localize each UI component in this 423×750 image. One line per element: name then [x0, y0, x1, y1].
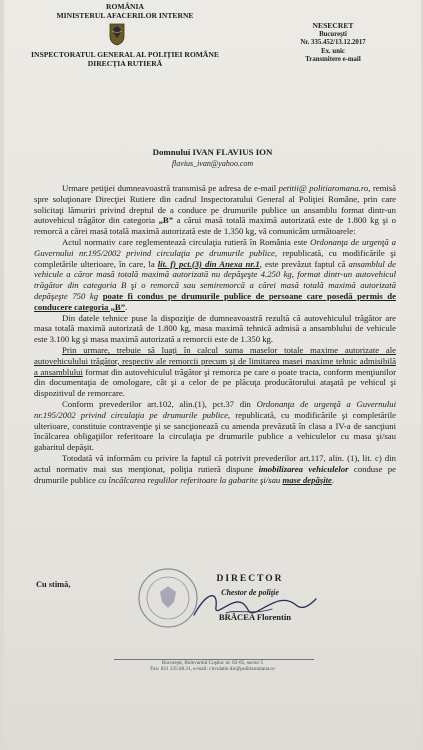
- p2-text-a: Actul normativ care reglementează circulaţia rutieră în România este: [62, 236, 311, 247]
- p6-mass-exceeded: mase depăşite: [282, 474, 332, 485]
- paragraph-4: [34, 345, 396, 399]
- paragraph-5: [34, 399, 396, 453]
- petition-email: petitii@ politiaromana.ro: [278, 183, 369, 193]
- paragraph-1: [34, 183, 396, 237]
- paragraph-6: [34, 453, 396, 485]
- paragraph-2: [34, 237, 396, 313]
- footer-address: Bucureşti, Bulevardul Coşbuc nr. 83-85, sector 5: [161, 660, 264, 666]
- p5-law-title: Ordonanţa de urgenţă a Guvernului nr.195/2002 privind circulaţia pe drumurile publice: [34, 398, 396, 420]
- footer-contacts: Fax: 021 335.08.31, e-mail: circulatie.dir@politiaromana.ro: [150, 666, 275, 673]
- registration-number: Nr. 335.452/13.12.2017: [300, 39, 366, 47]
- p6-text-b: conduse pe drumurile publice: [34, 463, 397, 485]
- document-registration: [274, 22, 392, 65]
- p6-immobilization: imobilizarea vehiculelor: [258, 463, 349, 474]
- closing-salutation: Cu stimă,: [36, 580, 71, 589]
- p4-text: format din autovehiculul trăgător şi remorca pe care o poate tracta, conform menţiunilor din documentaţia de omologare, cât şi a celor de pe plăcuţa producătorului ataşată pe vehicul şi dispozitivul de remorcare.: [34, 366, 396, 399]
- classification-label: NESECRET: [312, 21, 354, 30]
- coat-of-arms-icon: [108, 22, 126, 46]
- p2-conclusion: poate fi condus pe drumurile publice de persoane care posedă permis de conducere categoria „B”: [34, 290, 396, 312]
- addressee-name: Domnului IVAN FLAVIUS ION: [152, 147, 273, 157]
- addressee-email: flavius_ivan@yahoo.com: [171, 159, 254, 168]
- p2-quote: ansamblul de vehicule a căror masă totală maximă autorizată nu depăşeşte 4.250 kg, format dintr-un autovehicul trăgător din categoria B şi o remorcă sau semiremorcă a cărei masă totală maximă autorizată depăşeşte 750 kg: [34, 258, 396, 301]
- copies-label: Ex. unic: [321, 47, 345, 55]
- p2-text-c: , este prevăzut faptul că: [259, 258, 349, 269]
- p5-text-b: , republicată, cu modificările şi completările ulterioare, constituie contravenţie şi se sancţionează cu amenda prevăzută în clasa a IV-a de sancţiuni încălcarea obligaţiilor referitoare la circulaţia pe drumurile publice a vehiculelor cu masa şi/sau gabaritul depăşit.: [34, 409, 396, 453]
- p2-law-title: Ordonanţa de urgenţă a Guvernului nr.195/2002 privind circulaţia pe drumurile publice: [34, 236, 396, 258]
- signatory-name: BRĂCEA Florentin: [218, 612, 292, 622]
- paragraph-3: Din datele tehnice puse la dispoziţie de dumneavoastră rezultă că autovehiculul trăgător are masa totală maximă autorizată de 1.800 kg, masa maximă tehnică admisă a ansamblului de vehicule este 3.100 kg şi masa maximă autorizată a remorcii este de 1.350 kg.: [34, 312, 396, 345]
- p4-underlined: Prin urmare, trebuie să luaţi în calcul suma maselor totale maxime autorizate ale autovehiculului trăgător, respectiv ale remorcii precum şi de limitarea masei maxime tehnic admisibilă a ansamblului: [34, 344, 396, 377]
- p1-text-c: a cărui masă totală maximă autorizată este de 1.800 kg şi o remorcă a cărei masă totală maximă autorizată este de 1.350 kg, vă comunicăm următoarele:: [34, 215, 396, 237]
- transmission-label: Transmitere e-mail: [305, 56, 361, 64]
- directorate-name: DIRECŢIA RUTIERĂ: [87, 59, 163, 68]
- p6-end: .: [331, 474, 335, 485]
- p2-article-ref: lit. f) pct.(3) din Anexa nr.1: [157, 258, 260, 269]
- p1-text-b: , remisă spre soluţionare Direcţiei Rutiere din cadrul Inspectoratului General al Poliţiei Române, prin care solicitaţi lămuriri privind dreptul de a conduce pe drumurile publice un ansamblu format dintr-un autovehicul trăgător din categoria: [34, 183, 396, 226]
- document-page: [4, 0, 421, 750]
- p6-text-a: Totodată vă informăm cu privire la faptul că potrivit prevederilor art.117, alin. (1), lit. c) din actul normativ mai sus menţionat, poliţia rutieră dispune: [34, 452, 396, 474]
- letter-body: [34, 183, 396, 485]
- signatory-rank: Chestor de poliţie: [221, 588, 279, 597]
- p6-italic: cu încălcarea regulilor referitoare la gabarite şi/sau: [98, 474, 283, 485]
- p2-end: .: [125, 301, 128, 312]
- addressee-block: [4, 147, 421, 169]
- signatory-title: DIRECTOR: [216, 574, 284, 584]
- city-label: Bucureşti: [319, 30, 347, 38]
- p5-text-a: Conform prevederilor art.102, alin.(1), pct.37 din: [62, 398, 257, 409]
- footer: [4, 660, 421, 673]
- ministry-name: MINISTERUL AFACERILOR INTERNE: [56, 11, 194, 20]
- p2-text-b: , republicată, cu modificările şi completările ulterioare, în care, la: [34, 247, 396, 269]
- inspectorate-name: INSPECTORATUL GENERAL AL POLIŢIEI ROMÂNE: [31, 50, 219, 59]
- category-label: „B”: [158, 215, 174, 226]
- p1-text-a: Urmare petiţiei dumneavoastră transmisă pe adresa de e-mail: [62, 183, 279, 193]
- country-name: ROMÂNIA: [106, 2, 144, 11]
